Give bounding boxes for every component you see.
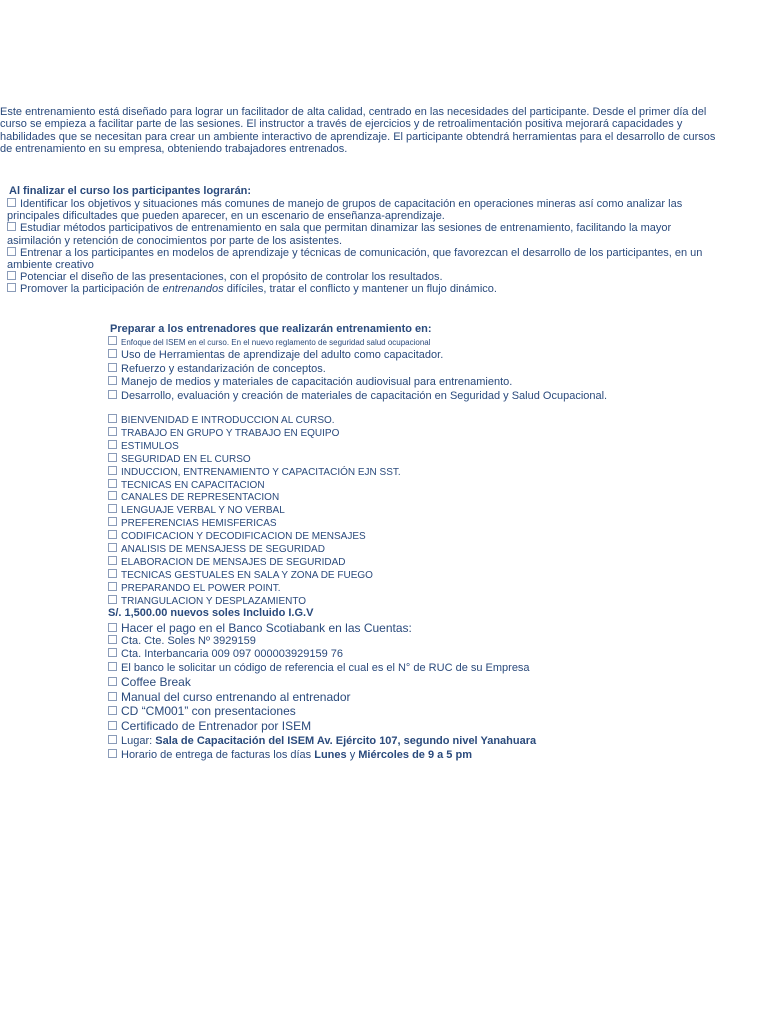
checkbox-icon <box>108 623 117 632</box>
checkbox-icon <box>108 491 117 500</box>
objective-item: Estudiar métodos participativos de entrenamiento en sala que permitan dinamizar las sesiones de entrenamiento, facilitando la mayor asimilación y retención de conocimientos por parte de los asistentes. <box>7 222 672 247</box>
checkbox-icon <box>7 198 16 207</box>
prepare-item: Refuerzo y estandarización de conceptos. <box>108 363 748 377</box>
hours-line: Horario de entrega de facturas los días Lunes y Miércoles de 9 a 5 pm <box>108 748 748 763</box>
checkbox-icon <box>108 427 117 436</box>
prepare-title: Preparar a los entrenadores que realizarán entrenamiento en: <box>110 323 432 335</box>
checkbox-icon <box>108 336 117 345</box>
intro-line: habilidades que se necesitan para crear un ambiente interactivo de aprendizaje. El participante obtendrá herramientas para el desarrollo de cursos <box>0 130 716 143</box>
topic-item: PREPARANDO EL POWER POINT. <box>108 582 748 595</box>
checkbox-icon <box>7 283 16 292</box>
payment-section <box>108 606 748 763</box>
topic-item: BIENVENIDAD E INTRODUCCION AL CURSO. <box>108 414 748 427</box>
checkbox-icon <box>108 582 117 591</box>
topic-item: PREFERENCIAS HEMISFERICAS <box>108 517 748 530</box>
checkbox-icon <box>108 453 117 462</box>
checkbox-icon <box>108 635 117 644</box>
checkbox-icon <box>108 569 117 578</box>
intro-line: de entrenamiento en su empresa, obteniendo trabajadores entrenados. <box>0 142 348 155</box>
checkbox-icon <box>108 440 117 449</box>
checkbox-icon <box>108 595 117 604</box>
checkbox-icon <box>108 556 117 565</box>
place-line: Lugar: Sala de Capacitación del ISEM Av. Ejército 107, segundo nivel Yanahuara <box>108 734 748 749</box>
checkbox-icon <box>108 706 117 715</box>
objective-item: Entrenar a los participantes en modelos de aprendizaje y técnicas de comunicación, que favorezcan el desarrollo de los participantes, en un ambiente creativo <box>7 246 703 272</box>
topic-item: TECNICAS EN CAPACITACION <box>108 479 748 492</box>
checkbox-icon <box>108 504 117 513</box>
checkbox-icon <box>108 376 117 385</box>
objectives-title: Al finalizar el curso los participantes lograrán: <box>9 185 252 197</box>
include-item: Coffee Break <box>108 675 748 690</box>
checkbox-icon <box>108 543 117 552</box>
checkbox-icon <box>7 271 16 280</box>
include-item: Manual del curso entrenando al entrenador <box>108 690 748 705</box>
checkbox-icon <box>7 247 16 256</box>
checkbox-icon <box>108 414 117 423</box>
checkbox-icon <box>108 735 117 744</box>
objective-item: Identificar los objetivos y situaciones más comunes de manejo de grupos de capacitación en operaciones mineras así como analizar las principales dificultades que pueden aparecer, en un escenario de enseñanza-aprendizaje. <box>7 198 683 223</box>
topic-item: TRIANGULACION Y DESPLAZAMIENTO <box>108 595 748 608</box>
intro-line: Este entrenamiento está diseñado para lograr un facilitador de alta calidad, centrado en las necesidades del participante. Desde el primer día del <box>0 106 707 118</box>
topic-item: INDUCCION, ENTRENAMIENTO Y CAPACITACIÓN EJN SST. <box>108 466 748 479</box>
topic-item: ESTIMULOS <box>108 440 748 453</box>
objective-item: Promover la participación de entrenandos difíciles, tratar el conflicto y mantener un flujo dinámico. <box>0 283 768 295</box>
reference-note: El banco le solicitar un código de referencia el cual es el N° de RUC de su Empresa <box>108 661 748 675</box>
checkbox-icon <box>108 466 117 475</box>
intro-paragraph <box>0 106 768 155</box>
prepare-note: Enfoque del ISEM en el curso. En el nuevo reglamento de seguridad salud ocupacional <box>108 336 748 349</box>
checkbox-icon <box>108 479 117 488</box>
checkbox-icon <box>108 530 117 539</box>
price-text: S/. 1,500.00 nuevos soles Incluido I.G.V <box>108 607 314 619</box>
topic-item: ELABORACION DE MENSAJES DE SEGURIDAD <box>108 556 748 569</box>
checkbox-icon <box>108 390 117 399</box>
checkbox-icon <box>108 662 117 671</box>
checkbox-icon <box>108 648 117 657</box>
checkbox-icon <box>108 677 117 686</box>
topic-item: TECNICAS GESTUALES EN SALA Y ZONA DE FUEGO <box>108 569 748 582</box>
prepare-item: Uso de Herramientas de aprendizaje del adulto como capacitador. <box>108 349 748 363</box>
prepare-item: Desarrollo, evaluación y creación de materiales de capacitación en Seguridad y Salud Ocupacional. <box>108 390 748 404</box>
include-item: Certificado de Entrenador por ISEM <box>108 719 748 734</box>
topic-item: CANALES DE REPRESENTACION <box>108 491 748 504</box>
topic-item: ANALISIS DE MENSAJESS DE SEGURIDAD <box>108 543 748 556</box>
checkbox-icon <box>108 349 117 358</box>
account-item: Cta. Cte. Soles Nº 3929159 <box>108 635 748 648</box>
checkbox-icon <box>7 222 16 231</box>
account-item: Cta. Interbancaria 009 097 000003929159 76 <box>108 648 748 661</box>
checkbox-icon <box>108 363 117 372</box>
checkbox-icon <box>108 692 117 701</box>
topics-list <box>108 414 748 608</box>
topic-item: SEGURIDAD EN EL CURSO <box>108 453 748 466</box>
include-item: CD “CM001” con presentaciones <box>108 704 748 719</box>
topic-item: TRABAJO EN GRUPO Y TRABAJO EN EQUIPO <box>108 427 748 440</box>
checkbox-icon <box>108 721 117 730</box>
intro-line: curso se empieza a facilitar parte de las sesiones. El instructor a través de ejercicios y de retroalimentación positiva mejorará capacidades y <box>0 118 683 131</box>
prepare-section <box>108 322 748 403</box>
bank-intro: Hacer el pago en el Banco Scotiabank en las Cuentas: <box>108 621 748 636</box>
prepare-item: Manejo de medios y materiales de capacitación audiovisual para entrenamiento. <box>108 376 748 390</box>
topic-item: CODIFICACION Y DECODIFICACION DE MENSAJES <box>108 530 748 543</box>
objective-item: Potenciar el diseño de las presentaciones, con el propósito de controlar los resultados. <box>0 271 768 283</box>
checkbox-icon <box>108 749 117 758</box>
checkbox-icon <box>108 517 117 526</box>
topic-item: LENGUAJE VERBAL Y NO VERBAL <box>108 504 748 517</box>
objectives-section <box>0 184 768 296</box>
